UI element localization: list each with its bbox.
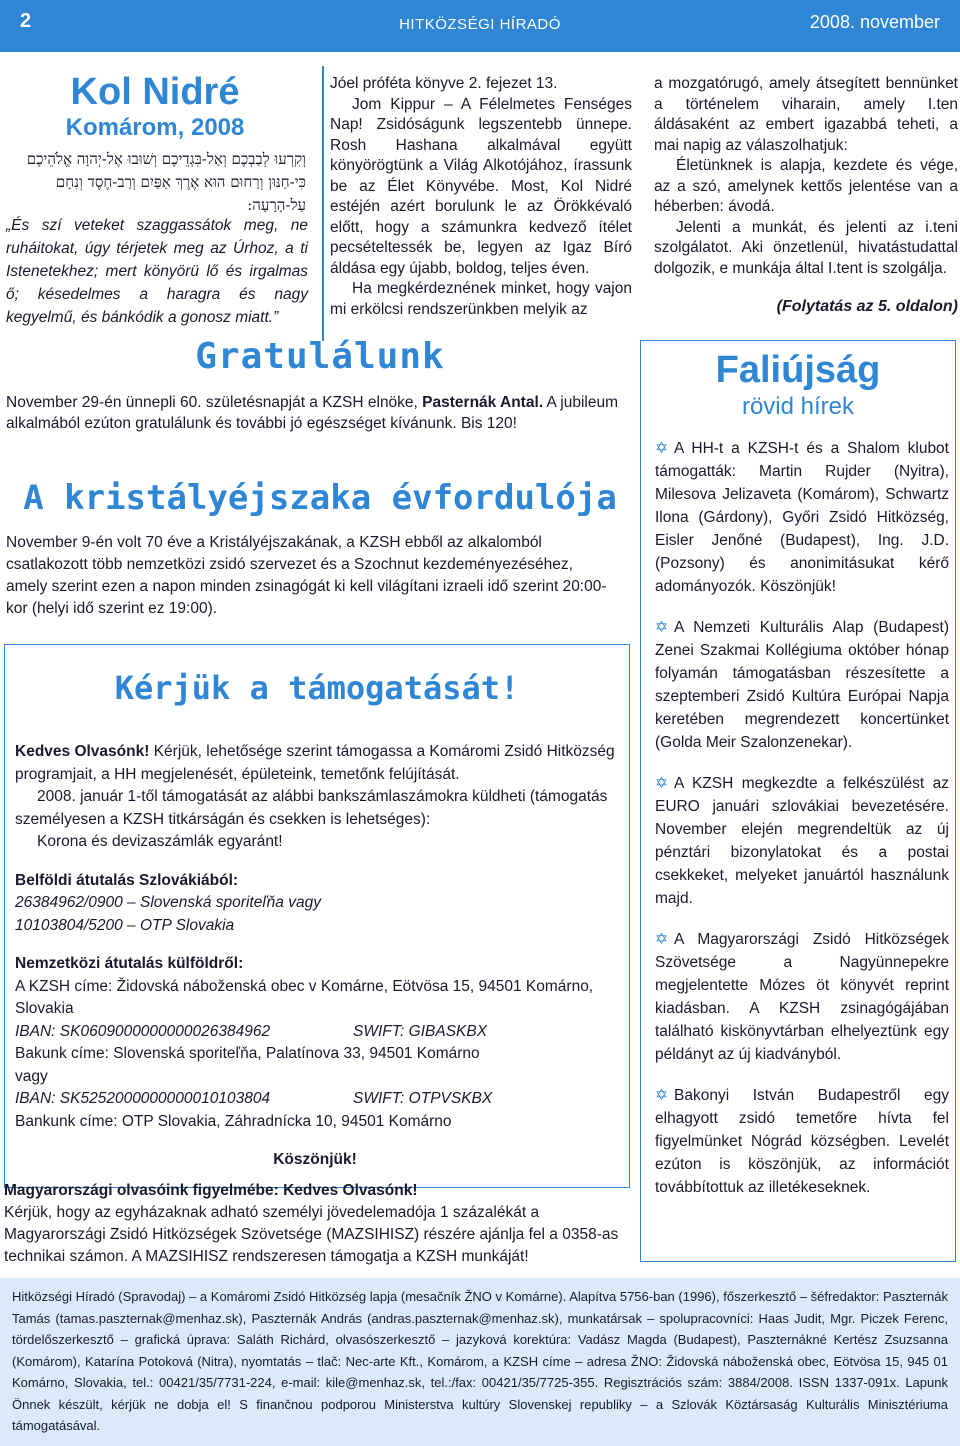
column-divider xyxy=(322,66,324,341)
support-text: Korona és devizaszámlák egyaránt! xyxy=(37,833,283,850)
swift-1: SWIFT: GIBASKBX xyxy=(353,1022,488,1040)
kristaly-title: A kristályéjszaka évfordulója xyxy=(23,478,617,518)
news-text: Bakonyi István Budapestről egy elhagyott zsidó temetőre hívta fel figyelmünket Nógrád községben. Levelét ezúton is köszönjük, az információt továbbítottuk az illetékeseknek. xyxy=(655,1087,949,1196)
gratulalunk-text-a: November 29-én ünnepli 60. születésnapját a KZSH elnöke, xyxy=(6,394,423,411)
support-greeting: Kedves Olvasónk! xyxy=(15,743,150,760)
gratulalunk-text-b: A jubileum alkalmából ezúton gratulálunk és további jó egészséget kívánunk. Bis 120! xyxy=(6,394,619,432)
kristaly-text: November 9-én volt 70 éve a Kristályéjszakának, a KZSH ebből az alkalomból csatlakozott több nemzetközi zsidó szervezet és a Szochnut kezdeményezéséhez, amely szerint ezen a napon minden zsinagógát ki kell világítani izraeli idő szerint 20:00-kor (helyi idő szerint ez 19:00). xyxy=(6,534,607,617)
star-of-david-icon: ✡ xyxy=(655,775,668,792)
bank-address-1: Bakunk címe: Slovenská sporiteľňa, Palatínova 33, 94501 Komárno xyxy=(15,1045,480,1062)
article-paragraph: Életünknek is alapja, kezdete és vége, az a szó, amelynek kettős jelentése van a héberben: ávodá. xyxy=(654,157,958,215)
verse-reference: Jóel próféta könyve 2. fejezet 13. xyxy=(330,75,558,92)
support-thanks: Köszönjük! xyxy=(273,1151,357,1168)
domestic-title: Belföldi átutalás Szlovákiából: xyxy=(15,871,239,889)
news-text: A HH-t a KZSH-t és a Shalom klubot támogatták: Martin Rujder (Nyitra), Milesova Jelizaveta (Komárom), Schwartz Ilona (Gárdony), Győri Zsidó Hitközség, Eisler Jenőné (Budapest), Ing. J.D. (Pozsony) és anonimitásukat kérő adományozók. Köszönjük! xyxy=(655,440,949,595)
kol-nidre-subtitle: Komárom, 2008 xyxy=(65,114,245,141)
article-paragraph: Ha megkérdeznének minket, hogy vajon mi erkölcsi rendszerünkben melyik az xyxy=(330,280,632,318)
star-of-david-icon: ✡ xyxy=(655,931,668,948)
support-box xyxy=(4,644,630,1188)
star-of-david-icon: ✡ xyxy=(655,1087,668,1104)
imprint-text: Hitközségi Híradó (Spravodaj) – a Komáromi Zsidó Hitközség lapja (mesačník ŽNO v Komárne). Alapítva 5756-ban (1996), főszerkesztő – šéfredaktor: Paszternák Tamás (tamas.paszternak@menhaz.sk), Paszternák András (andras.paszternak@menhaz.sk), munkatársak – spolupracovníci: Haas Judit, Mgr. Piczek Ferenc, tördelőszerkesztő – grafická úprava: Saláth Richárd, olvasószerkesztő – jazyková korektúra: Vadász Magda (Budapest), Paszternákné Kertész Zsuzsanna (Komárom), Katarína Potoková (Nitra), nyomtatás – tlač: Nec-arte Kft., Komárom, a KZSH címe – adresa ŽNO: Židovská náboženská obec, Eötvösa 15, 945 01 Komárno, Slovakia, tel.: 00421/35/7731-224, e-mail: kile@menhaz.sk, tel.:/fax: 00421/35/7725-355. Regisztrációs szám: 3884/2008. ISSN 1337-091x. Lapunk Önnek készült, kérjük ne dobja el! S finančnou podporou Ministerstva kultúry Slovenskej republiky – a Szlovák Köztársaság Kulturális Minisztériuma támogatásával. xyxy=(12,1289,948,1433)
iban-1: IBAN: SK0609000000000026384962 xyxy=(15,1022,271,1040)
news-text: A KZSH megkezdte a felkészülést az EURO januári szlovákiai bevezetésére. November elején megrendeltük az új pénztári bizonylatokat és a postai csekkeket, melyeket januártól használunk majd. xyxy=(655,775,949,907)
magyar-text: Kérjük, hogy az egyházaknak adható személyi jövedelemadója 1 százalékát a Magyarországi Zsidó Hitközségek Szövetsége (MAZSIHISZ) részére ajánlja fel a 0358-as technikai számon. A MAZSIHISZ rendszeresen támogatja a KZSH munkáját! xyxy=(4,1204,619,1265)
hebrew-verse: וְקִרְעוּ לְבַבְכֶם וְאַל-בִּגְדֵיכֶם וְשׁוּבוּ אֶל-יְהוָה אֱלֹהֵיכֶם כִּי-חַנּוּן וְרַחוּם הוּא אֶרֶךְ אַפַּיִם וְרַב-חֶסֶד וְנִחָם עַל-הָרָעָה: xyxy=(26,150,306,214)
verse-quote: „És szí veteket szaggassátok meg, ne ruháitokat, úgy térjetek meg az Úrhoz, a ti Istenetekhez; mert könyörü lő és irgalmas ő; késedelmes a haragra és nagy kegyelmű, és bánkódik a gonosz miatt.” xyxy=(6,217,308,326)
article-paragraph: Jelenti a munkát, és jelenti az i.teni szolgálatot. Aki önzetlenül, hivatástudattal dolgozik, e munkája által I.tent is szolgálja. xyxy=(654,218,958,277)
iban-2: IBAN: SK5252000000000010103804 xyxy=(15,1090,271,1107)
continued-note: (Folytatás az 5. oldalon) xyxy=(776,298,958,315)
page-number: 2 xyxy=(20,10,32,32)
star-of-david-icon: ✡ xyxy=(655,619,668,636)
intl-address: A KZSH címe: Židovská náboženská obec v Komárne, Eötvösa 15, 94501 Komárno, Slovakia xyxy=(15,977,594,1017)
news-item xyxy=(655,1084,949,1199)
article-column-middle xyxy=(330,74,632,320)
news-item xyxy=(655,437,949,598)
domestic-account-2: 10103804/5200 – OTP Slovakia xyxy=(15,916,235,934)
faliujsag-box xyxy=(640,340,956,1262)
swift-2: SWIFT: OTPVSKBX xyxy=(353,1090,493,1107)
news-item xyxy=(655,616,949,754)
publication-name: HITKÖZSÉGI HÍRADÓ xyxy=(399,16,561,33)
news-text: A Nemzeti Kulturális Alap (Budapest) Zenei Szakmai Kollégiuma október hónap folyamán támogatásban részesítette a szeptemberi Zsidó Kultúra Európai Napja keretében megrendezett koncertünket (Golda Meir Szalonzenekar). xyxy=(655,619,949,751)
article-paragraph: a mozgatórugó, amely átsegített bennünket a történelem viharain, amely I.ten áldásaként az embert igazabbá teheti, a mai napig az válaszolhatjuk: xyxy=(654,75,958,154)
gratulalunk-title: Gratulálunk xyxy=(195,336,445,377)
kol-nidre-title: Kol Nidré xyxy=(70,71,240,113)
news-list xyxy=(655,437,949,1217)
issue-date: 2008. november xyxy=(809,12,940,32)
support-body xyxy=(15,741,615,1172)
support-text: 2008. január 1-től támogatását az alábbi bankszámlaszámokra küldheti (támogatás személyesen a KZSH titkárságán és csekken is lehetséges): xyxy=(15,788,608,828)
honoree-name: Pasternák Antal. xyxy=(422,394,544,411)
support-text: Kérjük, lehetősége szerint támogassa a Komáromi Zsidó Hitközség programjait, a HH megjelenését, épületeink, temetőnk felújítását. xyxy=(15,743,615,783)
domestic-account-1: 26384962/0900 – Slovenská sporiteľňa vagy xyxy=(15,894,321,911)
support-title: Kérjük a támogatását! xyxy=(114,669,520,707)
faliujsag-title: Faliújság xyxy=(715,349,881,391)
page-header xyxy=(0,0,960,52)
intl-title: Nemzetközi átutalás külföldről: xyxy=(15,955,244,972)
support-intro xyxy=(15,741,615,786)
magyar-title: Magyarországi olvasóink figyelmébe: Kedves Olvasónk! xyxy=(4,1182,418,1199)
or-text: vagy xyxy=(15,1067,48,1085)
bank-address-2: Bankunk címe: OTP Slovakia, Záhradnícka 10, 94501 Komárno xyxy=(15,1112,452,1130)
magyar-notice xyxy=(4,1180,630,1268)
faliujsag-subtitle: rövid hírek xyxy=(741,393,855,420)
article-paragraph: Jom Kippur – A Félelmetes Fenséges Nap! Zsidóságunk legszentebb ünnepe. Rosh Hashana alkalmával együtt könyörögtünk a Világ Alkotójához, írassunk be az Élet Könyvébe. Most, Kol Nidré estéjén azért borulunk le az Örökkévaló előtt, hogy a számunkra kedvező ítélet pecsételtessék be, legyen az Igaz Bíró áldása egy újabb, boldog, teljes éven. xyxy=(330,95,632,277)
news-item xyxy=(655,772,949,910)
star-of-david-icon: ✡ xyxy=(655,440,668,457)
news-item xyxy=(655,928,949,1066)
article-column-right xyxy=(654,74,958,279)
gratulalunk-text xyxy=(6,392,636,434)
imprint-footer xyxy=(0,1278,960,1446)
news-text: A Magyarországi Zsidó Hitközségek Szövetsége a Nagyünnepekre megjelentette Mózes öt könyvét reprint kiadásban. A KZSH zsinagógájában található kiskönyvtárban elhelyeztünk egy példányt az új kiadványból. xyxy=(655,931,949,1063)
